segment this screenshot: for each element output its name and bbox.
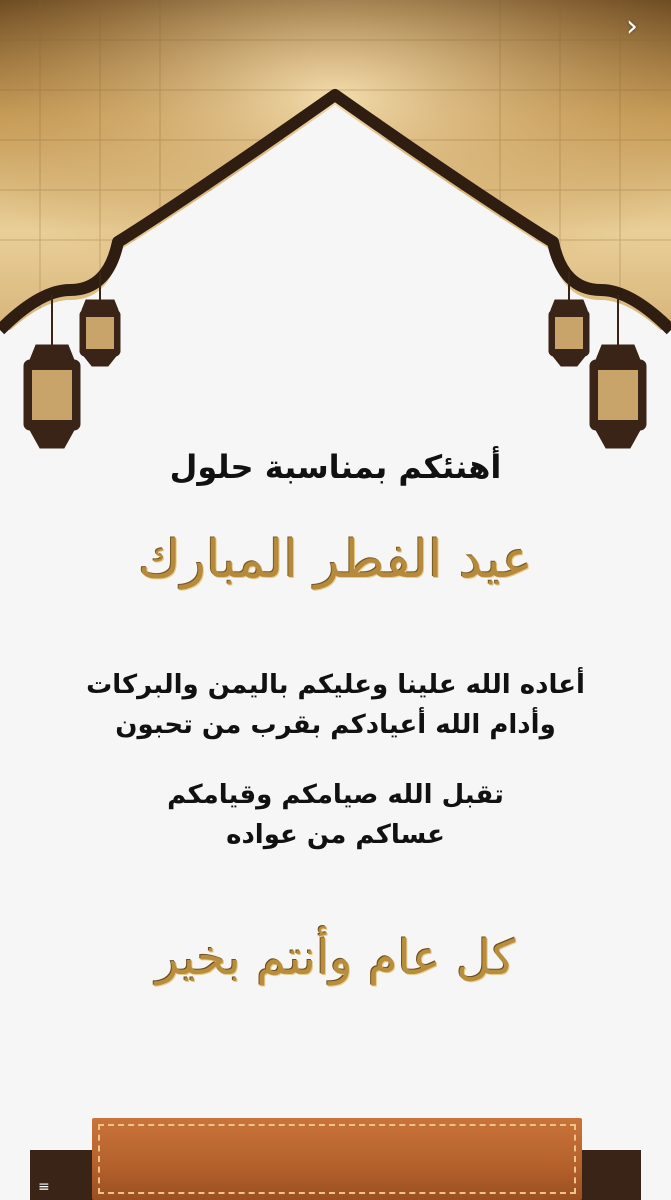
footer-name-banner	[92, 1118, 582, 1200]
eid-title-calligraphy: عيد الفطر المبارك	[138, 530, 533, 590]
next-story-chevron-icon[interactable]: ›	[626, 9, 638, 44]
blessing-text	[0, 665, 671, 745]
wishes-calligraphy: كل عام وأنتم بخير	[155, 930, 516, 986]
blessing-line: وأدام الله أعيادكم بقرب من تحبون	[115, 710, 556, 740]
greeting-line: أهنئكم بمناسبة حلول	[169, 448, 502, 486]
menu-lines-icon[interactable]: ≡	[38, 1179, 50, 1195]
closing-text	[0, 775, 671, 855]
banner-dashed-frame	[98, 1124, 576, 1194]
closing-line: عساكم من عواده	[226, 820, 445, 850]
closing-line: تقبل الله صيامكم وقيامكم	[167, 780, 504, 810]
blessing-line: أعاده الله علينا وعليكم باليمن والبركات	[86, 670, 585, 700]
